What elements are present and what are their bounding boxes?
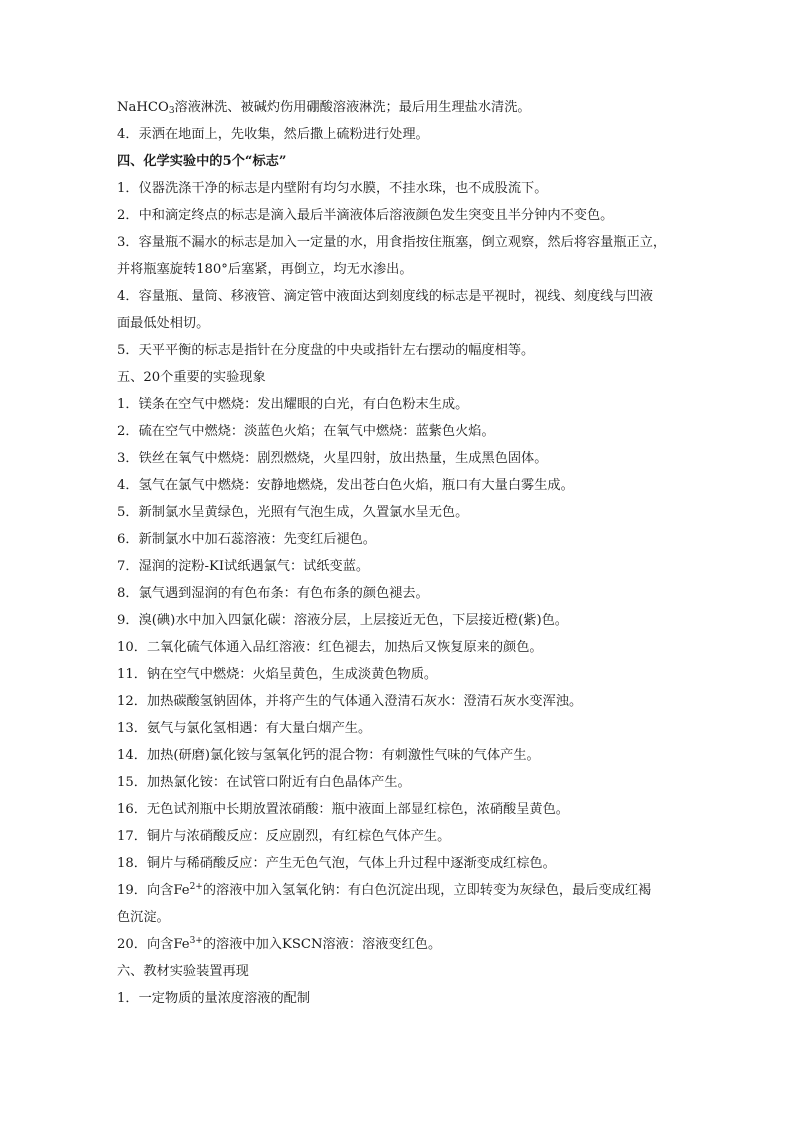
list-item: 14．加热(研磨)氯化铵与氢氧化钙的混合物：有刺激性气味的气体产生。 xyxy=(117,748,540,763)
list-item-continuation: 色沉淀。 xyxy=(117,910,170,925)
section-heading: 五、20个重要的实验现象 xyxy=(117,370,266,385)
list-item: 2．中和滴定终点的标志是滴入最后半滴液体后溶液颜色发生突变且半分钟内不变色。 xyxy=(117,208,614,223)
list-item: 1．仪器洗涤干净的标志是内壁附有均匀水膜，不挂水珠，也不成股流下。 xyxy=(117,181,548,196)
list-item: 7．湿润的淀粉-KI试纸遇氯气：试纸变蓝。 xyxy=(117,559,370,574)
item-text: 19．向含Fe xyxy=(117,883,190,898)
ion-charge: 3+ xyxy=(189,936,203,946)
list-item: 10．二氧化硫气体通入品红溶液：红色褪去，加热后又恢复原来的颜色。 xyxy=(117,640,543,655)
list-item: 4．氢气在氯气中燃烧：安静地燃烧，发出苍白色火焰，瓶口有大量白雾生成。 xyxy=(117,478,574,493)
list-item: 5．新制氯水呈黄绿色，光照有气泡生成，久置氯水呈无色。 xyxy=(117,505,469,520)
section-heading: 四、化学实验中的5个“标志” xyxy=(117,154,287,169)
list-item: 8．氯气遇到湿润的有色布条：有色布条的颜色褪去。 xyxy=(117,586,429,601)
page-content xyxy=(117,94,687,1012)
formula-subscript: 3 xyxy=(168,106,175,116)
ion-charge: 2+ xyxy=(189,882,203,892)
paragraph-text: 溶液淋洗、被碱灼伤用硼酸溶液淋洗；最后用生理盐水清洗。 xyxy=(174,100,531,115)
list-item: 3．铁丝在氧气中燃烧：剧烈燃烧，火星四射，放出热量，生成黑色固体。 xyxy=(117,451,548,466)
list-item: 15．加热氯化铵：在试管口附近有白色晶体产生。 xyxy=(117,775,411,790)
list-item: 4．汞洒在地面上，先收集，然后撒上硫粉进行处理。 xyxy=(117,127,429,142)
list-item: 4．容量瓶、量筒、移液管、滴定管中液面达到刻度线的标志是平视时，视线、刻度线与凹液 xyxy=(117,289,653,304)
section-heading: 六、教材实验装置再现 xyxy=(117,964,249,979)
formula: NaHCO xyxy=(117,100,169,115)
list-item: 12．加热碳酸氢钠固体，并将产生的气体通入澄清石灰水：澄清石灰水变浑浊。 xyxy=(117,694,583,709)
list-item: 18．铜片与稀硝酸反应：产生无色气泡，气体上升过程中逐渐变成红棕色。 xyxy=(117,856,556,871)
paragraph-line xyxy=(117,94,687,121)
list-item: 5．天平平衡的标志是指针在分度盘的中央或指针左右摆动的幅度相等。 xyxy=(117,343,535,358)
list-item: 6．新制氯水中加石蕊溶液：先变红后褪色。 xyxy=(117,532,376,547)
list-item: 16．无色试剂瓶中长期放置浓硝酸：瓶中液面上部显红棕色，浓硝酸呈黄色。 xyxy=(117,802,569,817)
list-item: 13．氨气与氯化氢相遇：有大量白烟产生。 xyxy=(117,721,372,736)
list-item-continuation: 并将瓶塞旋转180°后塞紧，再倒立，均无水渗出。 xyxy=(117,262,413,277)
list-item-continuation: 面最低处相切。 xyxy=(117,316,210,331)
list-item xyxy=(117,931,687,958)
item-text: 20．向含Fe xyxy=(117,937,190,952)
list-item: 9．溴(碘)水中加入四氯化碳：溶液分层，上层接近无色，下层接近橙(紫)色。 xyxy=(117,613,568,628)
list-item: 3．容量瓶不漏水的标志是加入一定量的水，用食指按住瓶塞，倒立观察，然后将容量瓶正立， xyxy=(117,235,667,250)
list-item: 17．铜片与浓硝酸反应：反应剧烈，有红棕色气体产生。 xyxy=(117,829,451,844)
list-item: 2．硫在空气中燃烧：淡蓝色火焰；在氧气中燃烧：蓝紫色火焰。 xyxy=(117,424,495,439)
list-item: 11．钠在空气中燃烧：火焰呈黄色，生成淡黄色物质。 xyxy=(117,667,438,682)
list-item xyxy=(117,877,687,904)
list-item: 1．一定物质的量浓度溶液的配制 xyxy=(117,991,311,1006)
item-text: 的溶液中加入氢氧化钠：有白色沉淀出现，立即转变为灰绿色，最后变成红褐 xyxy=(202,883,652,898)
list-item: 1．镁条在空气中燃烧：发出耀眼的白光，有白色粉末生成。 xyxy=(117,397,469,412)
item-text: 的溶液中加入KSCN溶液：溶液变红色。 xyxy=(202,937,442,952)
